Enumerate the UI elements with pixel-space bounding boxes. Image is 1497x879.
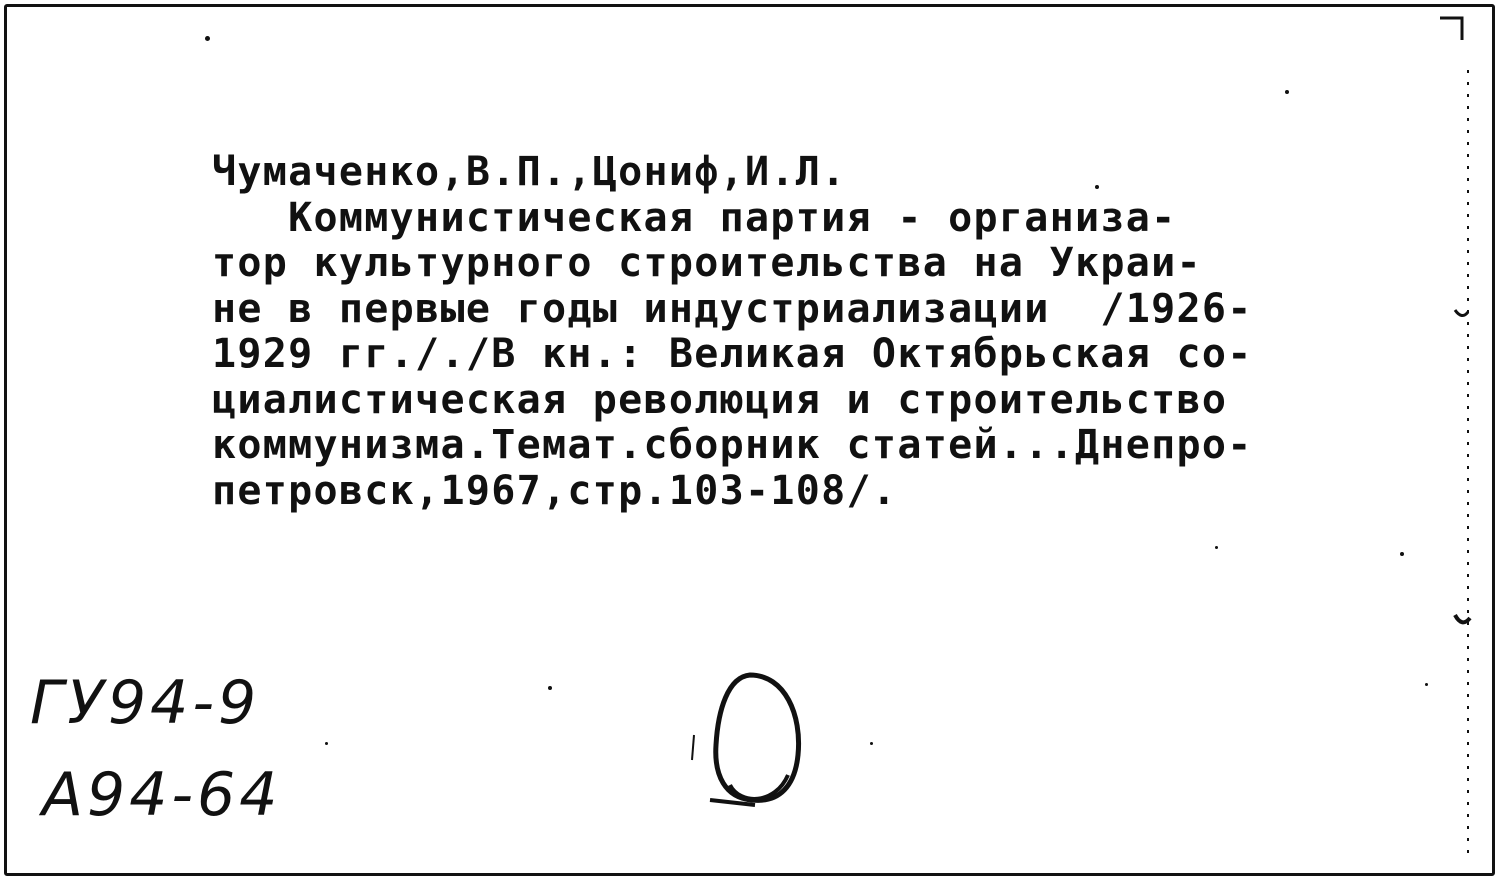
entry-title-line-1: Коммунистическая партия - организа- [212,194,1177,241]
entry-source-line-3: петровск,1967,стр.103-108/. [212,467,898,514]
circle-left-tick [692,735,694,760]
speck [1400,552,1404,556]
entry-source-line-2: коммунизма.Темат.сборник статей...Днепро- [212,422,1253,468]
speck [325,742,328,745]
edge-notch-top [1455,310,1468,316]
speck [1425,683,1428,686]
speck [1285,90,1289,94]
speck [548,686,552,690]
corner-tab-mark [1440,18,1462,40]
edge-notch-bottom [1455,615,1470,622]
speck [1215,546,1218,549]
speck [1095,185,1099,189]
entry-authors: Чумаченко,В.П.,Цониф,И.Л. [212,149,847,195]
speck [205,36,210,41]
handwritten-code-2: А94-64 [42,760,282,830]
entry-title-line-3: не в первые годы индустриализации /1926- [212,285,1253,332]
handwritten-code-1: ГУ94-9 [30,668,261,738]
speck [870,742,873,745]
card-edge-marks [1440,10,1480,870]
entry-title-line-4: 1929 гг././В кн.: Великая Октябрьская со- [212,331,1253,377]
entry-title-line-2: тор культурного строительства на Украи- [212,240,1202,286]
handwritten-circle-mark [680,665,820,815]
entry-source-line-1: циалистическая революция и строительство [212,376,1228,423]
bibliographic-entry [212,150,1452,514]
